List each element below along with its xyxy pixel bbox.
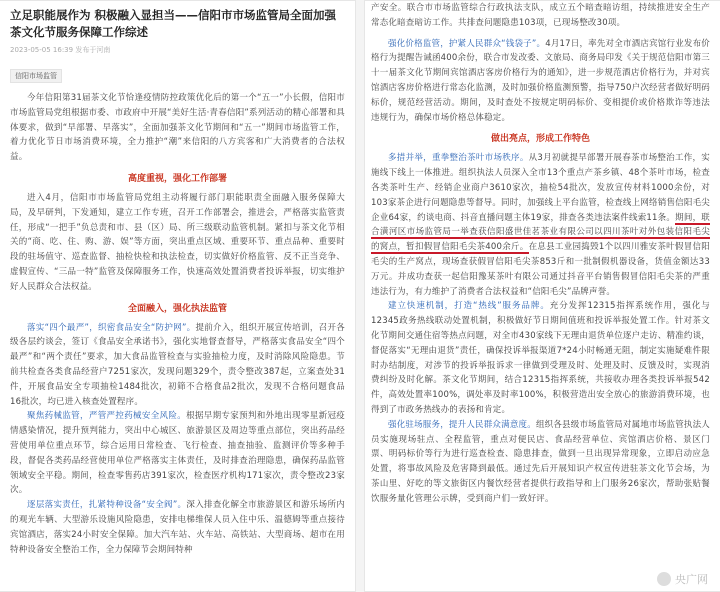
column-divider [356,0,364,592]
section-heading: 全面融入，强化执法监管 [127,303,227,314]
paragraph-lead: 聚焦药械监管，严管严控药械安全风险。 [27,411,187,422]
paragraph-body: 充分发挥12315指挥系统作用，强化与12345政务热线联动处置机制，积极做好节日期间值班和投诉举报处置工作。针对茶文化节期间交通住宿等热点问题，对全市430家线下无理由退货单位逐户走访、精准约谈，督促落实“无理由退货”责任，确保投诉举报渠道7*24小时畅通无阻，制定实施疑难件限时办结制度，对涉节的投诉举报诉求一律做到受理及时、处理及时、反馈及时，实现消费纠纷及时化解。茶文化节期间，结合12315指挥系统，共接收办理各类投诉举报542件，高效处置率100%，调处率及时率100%，积极营造出安全放心的旅游消费环境，也得到了市政务热线办的表扬和肯定。 [371,301,710,415]
paragraph-lead: 建立快速机制，打造“热线”服务品牌。 [388,301,550,312]
paragraph-lead: 强化驻场服务，提升人民群众满意度。 [388,419,536,430]
article-date: 2023-05-05 16:39 [10,46,74,54]
paragraph [371,37,710,126]
article-source: 发布于河南 [75,46,111,54]
paragraph: 进入4月，信阳市市场监管局党组主动将履行部门职能职责全面融入服务保障大局，及早研判，下发通知，建立工作专班，召开工作部署会，推进会，严格落实监管责任，形成“一把手”负总责和市、县（区）局、所三级联动监管机制。紧扣与茶文化节相关的“商、吃、住、购、游、娱”等方面，突出重点区域、重要环节、重点品种、重要时段的驻场值守、巡查监督、抽检快检和执法检查，切实做好价格监管、反不正当竞争、虚假宣传、“三品一特”监管及保障服务工作，快速高效处置消费者投诉举报，切实维护好人民群众合法权益。 [10,192,345,292]
article-meta [10,45,345,55]
paragraph-lead: 强化价格监管，护紧人民群众“钱袋子”。 [388,38,546,49]
article-title: 立足职能展作为 积极融入显担当——信阳市市场监管局全面加强茶文化节服务保障工作综述 [10,8,337,39]
paragraph-lead: 逐层落实责任，扎紧特种设备“安全阀”。 [27,500,187,511]
paragraph-lead: 落实“四个最严”，织密食品安全“防护网”。 [27,322,196,333]
paragraph-body: 根据早期专家预判和外地出现零星新冠疫情感染情况，提升预判能力，突出中心城区、旅游景区及周边等重点部位，突出药品经营使用单位重点环节，综合运用日常检查、飞行检查、抽查抽验、监测评价等多种手段，督促各类药品经营使用单位严格落实主体责任，及时排查治理隐患，确保药品监管领域安全平稳。期间，检查零售药店391家次，检查医疗机构171家次，责令整改23家次。 [10,411,345,496]
left-article-column [0,0,356,592]
section-heading: 做出亮点，形成工作特色 [490,134,590,145]
paragraph-body: 从3月初就提早部署开展春茶市场整治工作，实施线下线上一体推进。组织执法人员深入全市13个重点产茶乡镇、48个茶叶市场，检查各类茶叶生产、经销企业商户3610家次，抽检54批次，发放宣传材料1000余份，对103家茶企进行问题隐患等督导。同时，加强线上平台监管，检查线上网络销售信阳毛尖企业64家，约谈电商、抖音直播问题主体19家，排查各类违法案件线索11条。 [371,153,710,223]
paragraph [371,299,710,417]
paragraph: 产安全。联合市市场监管综合行政执法支队，成立五个暗查暗访组，持续推进安全生产常态化暗查暗访工作。共排查问题隐患103项，已现场整改30项。 [371,3,710,28]
watermark [657,571,708,587]
paragraph-body: 在息县工业园捣毁1个以四川雅安茶叶假冒信阳毛尖的生产窝点，现场查获假冒信阳毛尖茶853斤和一批制假机器设备，货值金额达33万元。并成功查获一起信阳豫某茶叶有限公司通过抖音平台销售假冒信阳毛尖茶的严重违法行为，有力维护了消费者合法权益和“信阳毛尖”品牌声誉。 [371,242,710,297]
paragraph [10,498,345,557]
section-heading: 高度重视，强化工作部署 [127,173,227,184]
watermark-text: 央广网 [675,573,708,586]
paragraph-lead: 多措并举，重拳整治茶叶市场秩序。 [388,153,529,164]
cnr-logo-icon [657,572,671,586]
paragraph [10,321,345,410]
paragraph-body: 组织各县级市场监管局对属地市场监管执法人员实施现场驻点、全程监管，重点对便民店、食品经营单位、宾馆酒店价格、景区门票、明码标价等行为进行巡查检查、隐患排查，做到一旦出现异常现象，立即启动应急处置，将事故风险及危害降到最低。通过先后开展知识产权宣传进驻茶文化节会场，为茶山里、好吃的等文旅街区内餐饮经营者提供行政指导和上门服务26家次，帮助张贴餐饮服务量化管理公示牌，受到商户们一致好评。 [371,419,710,504]
paragraph: 今年信阳第31届茶文化节恰逢疫情防控政策优化后的第一个“五一”小长假，信阳市市场监管局党组根据市委、市政府中开展“美好生活·青春信阳”系列活动的精心部署和具体要求，做到“早部署、早落实”，全面加强茶文化节期间和“五一”期间市场监管工作，着力优化节日市场消费环境，全力推护“潮”来信阳的八方宾客和广大消费者的合法权益。 [10,93,345,163]
account-tag[interactable]: 信阳市场监管 [10,69,62,83]
highlighted-passage: 期间，联合潢河区市场监管局一举查获信阳盛世佳茗茶业有限公司以四川茶叶对外包装信阳毛尖的窝点，暂扣假冒信阳毛尖茶400余斤。 [371,212,710,253]
paragraph [371,418,710,507]
paragraph [371,151,710,299]
paragraph-body: 深入排查化解全市旅游景区和游乐场所内的观光车辆、大型游乐设施风险隐患，安排电梯维保人员入住中乐、温德姆等重点接待宾馆酒店，落实24小时安全保障。加大汽车站、火车站、高铁站、大型商场、超市在用特种设备安全整治工作，全力保障节会期间特种 [10,500,345,555]
right-article-column [364,0,720,592]
paragraph-body: 提前介入，组织开展宣传培训，召开各级各层约谈会，签订《食品安全承诺书》，强化实地督查督导，严格落实食品安全“四个最严”和“两个责任”要求，加大食品监管检查与实验抽检力度，及时消除风险隐患。节前共检查各类食品经营户7251家次，发现问题329个，责令整改387起，立案查处31件，开展食品安全专项抽检1484批次，初筛不合格食品2批次，发现不合格问题食品16批次，均已进入核查处置程序。 [10,322,345,407]
paragraph [10,409,345,498]
paragraph-body: 4月17日，率先对全市酒店宾馆行业发布价格行为提醒告诫函400余份，联合市发改委、文旅局、商务局印发《关于规范信阳市第三十一届茶文化节期间宾馆酒店客房价格行为的通知》，进一步规范酒店价格行为，并对宾馆酒店客房价格进行常态化监测，及时加强价格监测预警，指导750户次经营者做好明码标价，规范经营活动。期间，及时查处不按规定明码标价、变相提价或价格欺诈等违法违规行为，确保市场价格总体稳定。 [371,38,711,123]
